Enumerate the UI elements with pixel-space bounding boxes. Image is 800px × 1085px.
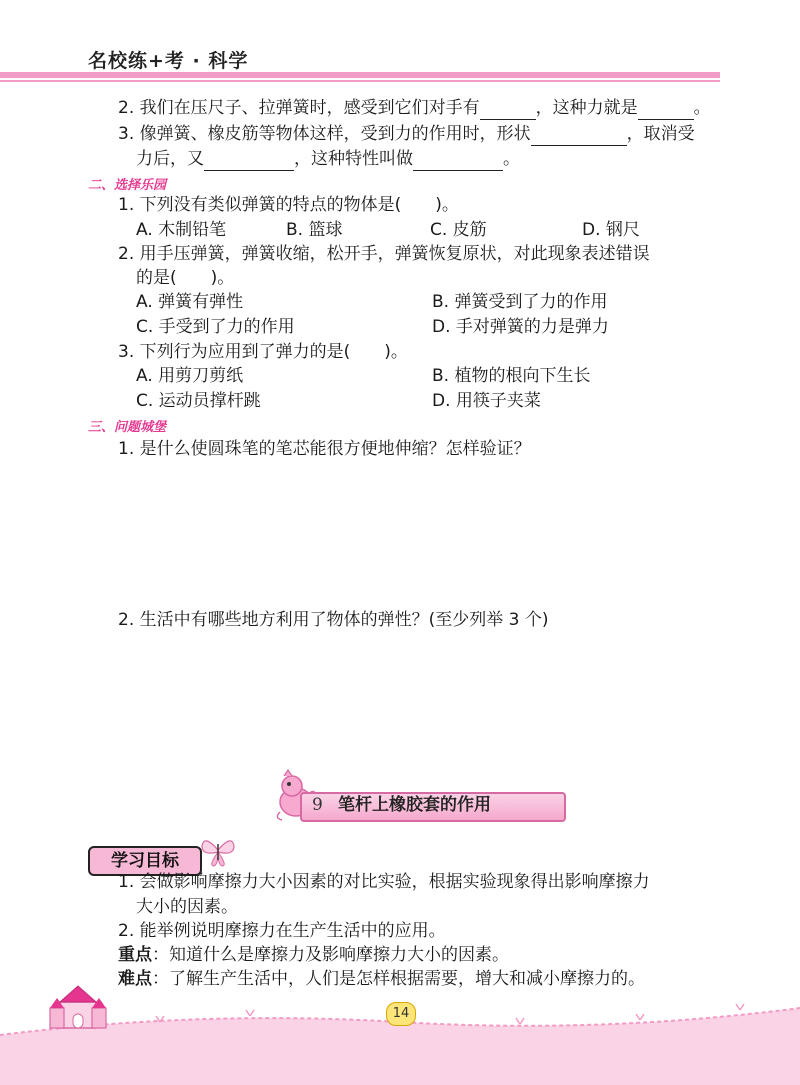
chapter-title: 笔杆上橡胶套的作用 — [338, 795, 491, 815]
answer-blank[interactable] — [480, 101, 536, 120]
answer-blank[interactable] — [638, 101, 694, 120]
fill-item-3-cont — [136, 147, 520, 171]
learning-goals-label: 学习目标 — [88, 846, 202, 876]
choice-q1-option-b[interactable]: B. 篮球 — [286, 220, 343, 240]
answer-blank[interactable] — [531, 127, 627, 146]
fill-text: 。 — [693, 98, 711, 118]
choice-q3-option-c[interactable]: C. 运动员撑杆跳 — [136, 391, 261, 411]
page-number: 14 — [386, 1002, 416, 1026]
section-heading-choice: 二、选择乐园 — [88, 178, 167, 193]
fill-text: 力后，又 — [136, 149, 204, 169]
choice-q1-option-a[interactable]: A. 木制铅笔 — [136, 220, 227, 240]
choice-q1-option-c[interactable]: C. 皮筋 — [430, 220, 487, 240]
header-title: 名校练+考 · 科学 — [88, 50, 249, 72]
choice-q2-option-c[interactable]: C. 手受到了力的作用 — [136, 317, 295, 337]
header-band-thin — [0, 80, 720, 82]
fill-text: 3. 像弹簧、橡皮筋等物体这样，受到力的作用时，形状 — [118, 124, 531, 144]
key-point — [118, 943, 509, 967]
key-point-label: 重点 — [118, 945, 152, 965]
choice-q2-option-a[interactable]: A. 弹簧有弹性 — [136, 292, 244, 312]
answer-area-1[interactable] — [118, 466, 718, 596]
choice-q2-option-b[interactable]: B. 弹簧受到了力的作用 — [432, 292, 608, 312]
choice-q2-option-d[interactable]: D. 手对弹簧的力是弹力 — [432, 317, 609, 337]
answer-area-2[interactable] — [118, 640, 718, 760]
choice-q2-stem: 2. 用手压弹簧，弹簧收缩，松开手，弹簧恢复原状，对此现象表述错误 — [118, 244, 650, 264]
choice-q3-option-d[interactable]: D. 用筷子夹菜 — [432, 391, 541, 411]
difficult-point-label: 难点 — [118, 969, 152, 989]
choice-q3-stem: 3. 下列行为应用到了弹力的是( )。 — [118, 342, 408, 362]
butterfly-icon — [198, 830, 238, 870]
fill-text: ，这种力就是 — [535, 98, 638, 118]
choice-q2-stem-cont: 的是( )。 — [136, 268, 235, 288]
key-point-text: ：知道什么是摩擦力及影响摩擦力大小的因素。 — [152, 945, 509, 965]
goal-item-2: 2. 能举例说明摩擦力在生产生活中的应用。 — [118, 921, 446, 941]
fill-item-2 — [118, 96, 711, 120]
fill-item-3 — [118, 122, 695, 146]
choice-q1-option-d[interactable]: D. 钢尺 — [582, 220, 640, 240]
fill-text: ，这种特性叫做 — [294, 149, 413, 169]
choice-q1-stem: 1. 下列没有类似弹簧的特点的物体是( )。 — [118, 195, 459, 215]
section-heading-questions: 三、问题城堡 — [88, 420, 167, 435]
goal-item-1: 1. 会做影响摩擦力大小因素的对比实验，根据实验现象得出影响摩擦力 — [118, 872, 650, 892]
chapter-number: 9 — [312, 795, 323, 815]
castle-icon — [46, 982, 112, 1032]
goal-item-1-cont: 大小的因素。 — [136, 897, 238, 917]
fill-text: ，取消受 — [626, 124, 695, 144]
header-band — [0, 72, 720, 78]
open-question-2: 2. 生活中有哪些地方利用了物体的弹性？(至少列举 3 个) — [118, 610, 549, 630]
fill-text: 2. 我们在压尺子、拉弹簧时，感受到它们对手有 — [118, 98, 480, 118]
answer-blank[interactable] — [413, 152, 503, 171]
choice-q3-option-b[interactable]: B. 植物的根向下生长 — [432, 366, 591, 386]
answer-blank[interactable] — [204, 152, 294, 171]
open-question-1: 1. 是什么使圆珠笔的笔芯能很方便地伸缩？怎样验证？ — [118, 439, 531, 459]
difficult-point — [118, 967, 645, 991]
fill-text: 。 — [503, 149, 520, 169]
choice-q3-option-a[interactable]: A. 用剪刀剪纸 — [136, 366, 244, 386]
difficult-point-text: ：了解生产生活中，人们是怎样根据需要，增大和减小摩擦力的。 — [152, 969, 645, 989]
